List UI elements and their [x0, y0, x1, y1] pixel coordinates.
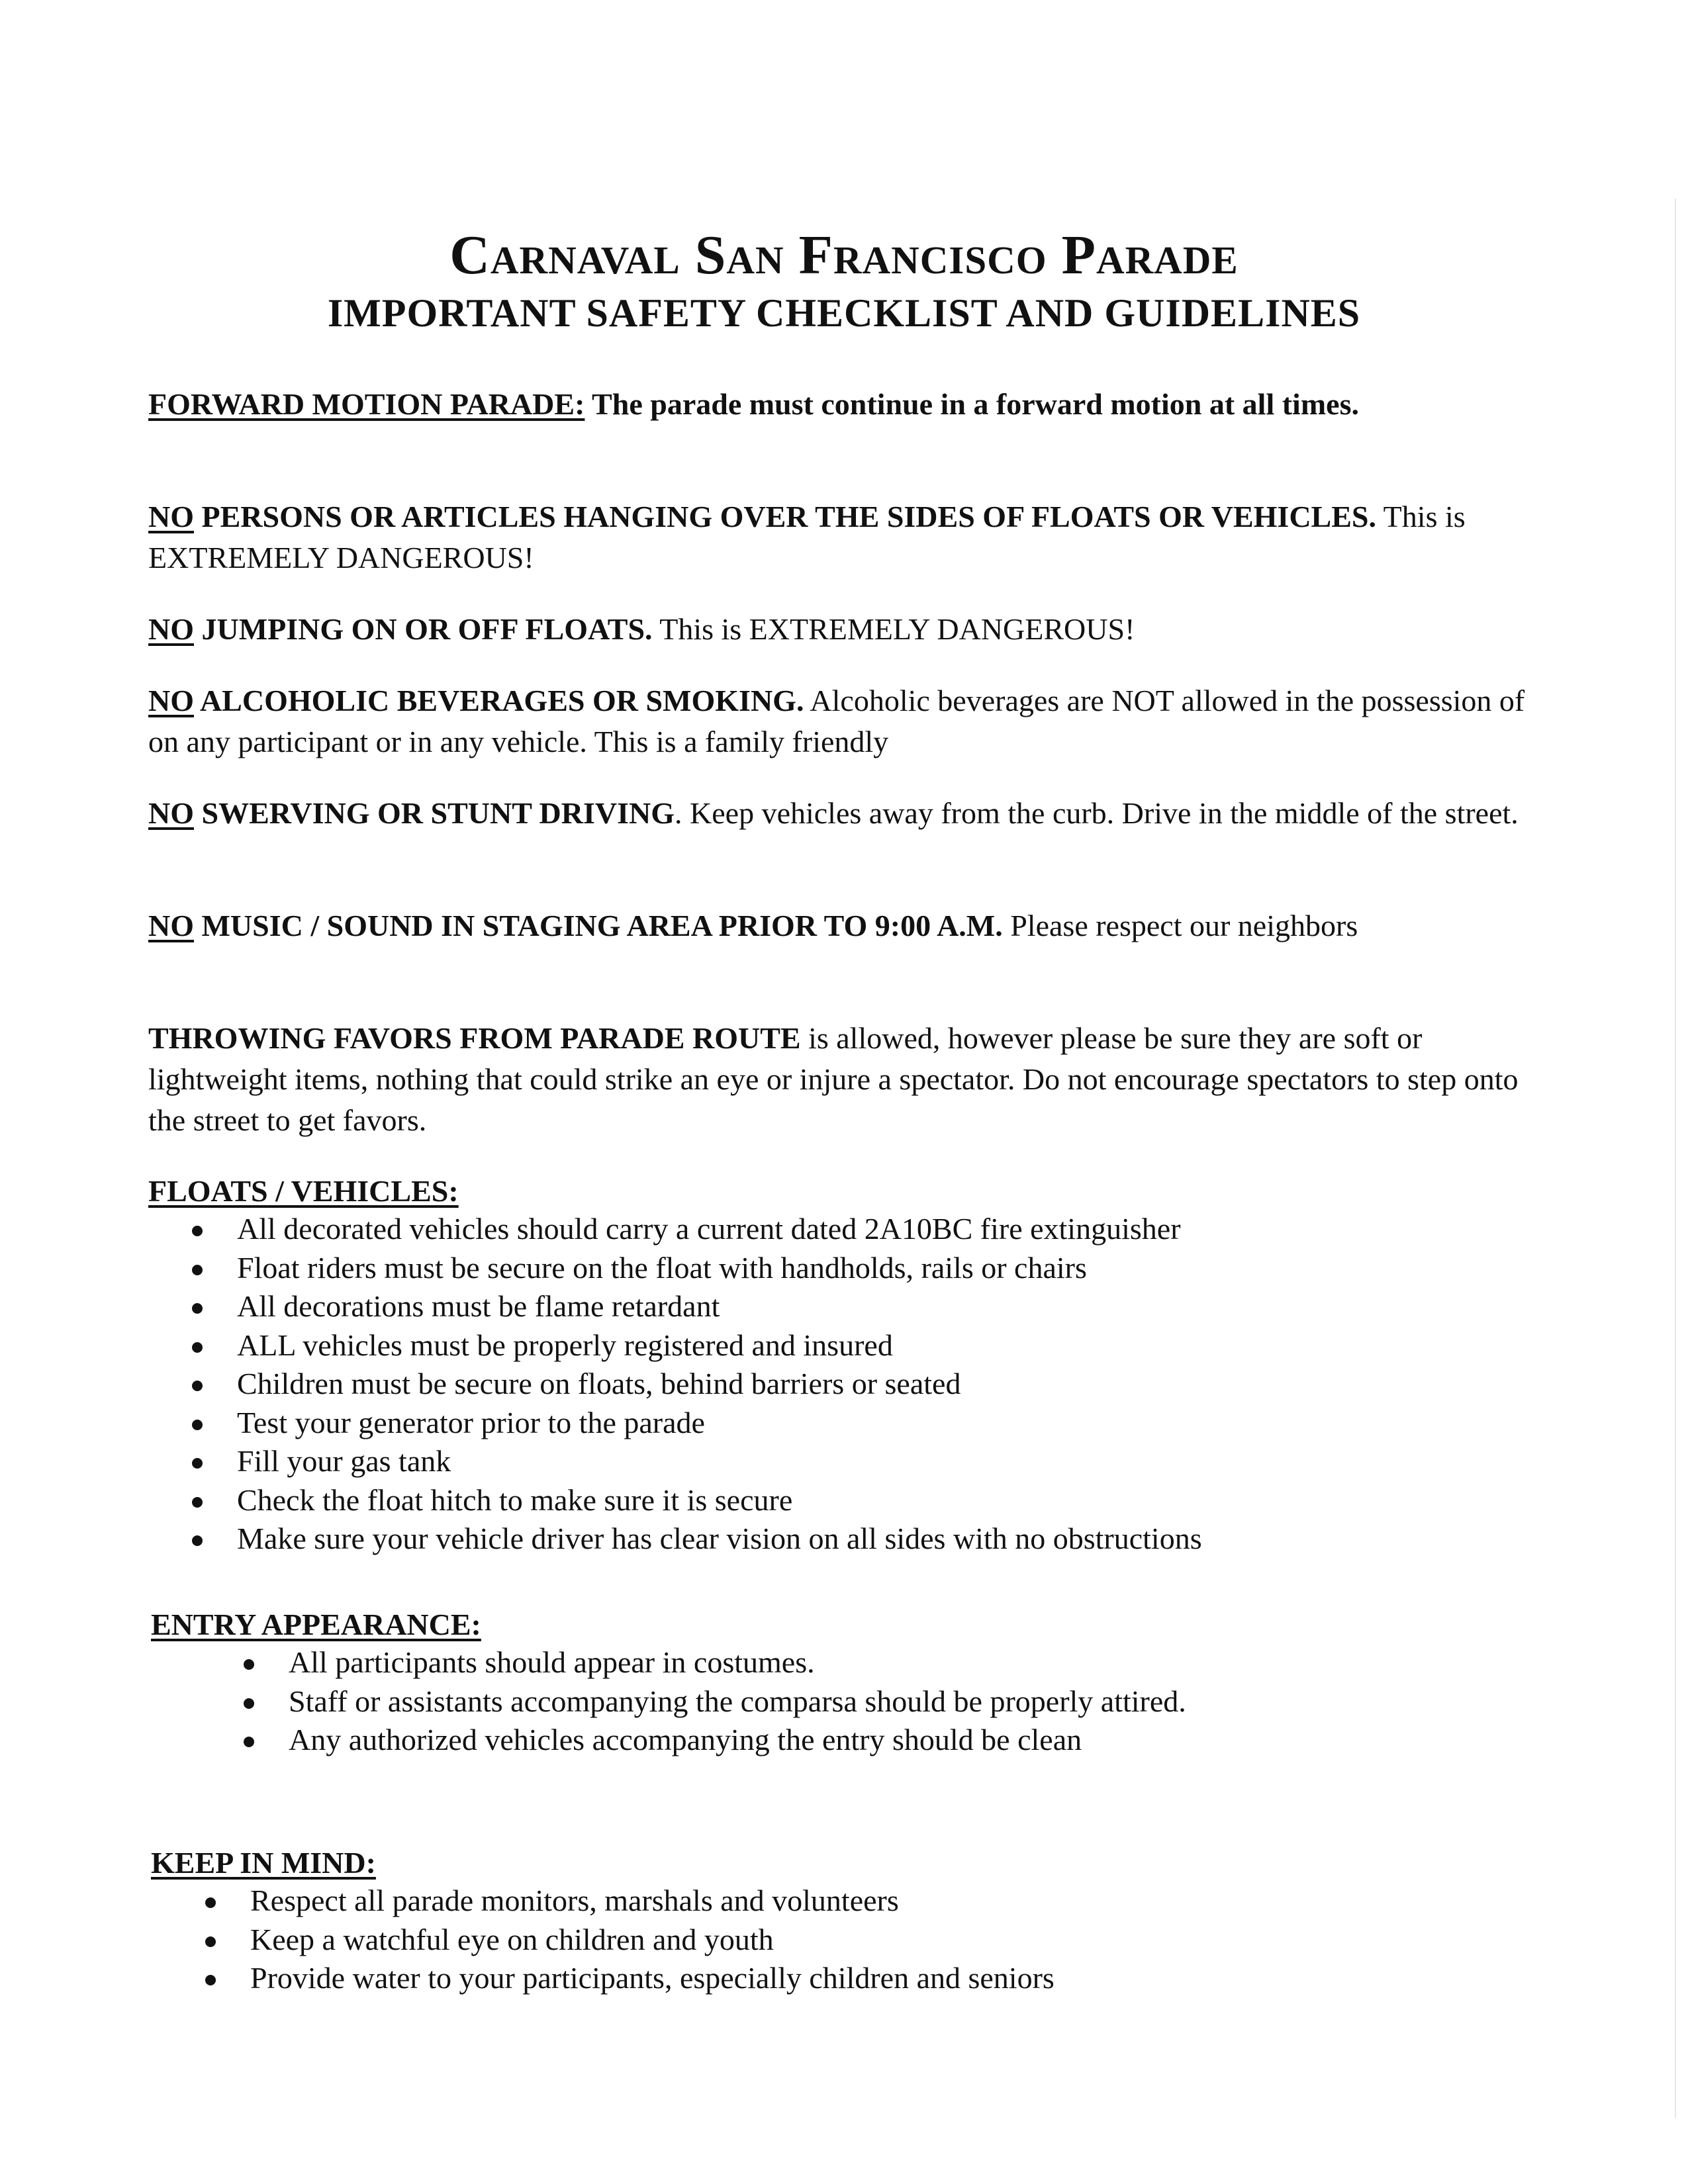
- rule-no-alcohol-bold: ALCOHOLIC BEVERAGES OR SMOKING.: [194, 684, 804, 717]
- bullet-icon: [205, 1975, 216, 1985]
- document-subtitle: IMPORTANT SAFETY CHECKLIST AND GUIDELINES: [327, 291, 1361, 335]
- list-item-text: Float riders must be secure on the float with handholds, rails or chairs: [237, 1250, 1087, 1285]
- bullet-icon: [192, 1265, 203, 1275]
- rule-throwing-favors-text: is allowed, however please be sure they are soft or lightweight items, nothing that could strike an eye or injure a spectator. Do not encourage spectators to step onto the street to get favors.: [148, 1021, 1519, 1137]
- list-item: [289, 1643, 1186, 1682]
- floats-list: [237, 1210, 1202, 1559]
- bullet-icon: [192, 1535, 203, 1546]
- rule-no-hanging: [148, 496, 1525, 578]
- entry-heading: ENTRY APPEARANCE:: [151, 1608, 481, 1641]
- list-item-text: All decorations must be flame retardant: [237, 1289, 720, 1323]
- bullet-icon: [192, 1226, 203, 1236]
- list-item: [289, 1682, 1186, 1721]
- rule-no-jumping-no: NO: [148, 612, 194, 646]
- bullet-icon: [192, 1303, 203, 1314]
- bullet-icon: [244, 1737, 254, 1747]
- bullet-icon: [244, 1698, 254, 1709]
- rule-no-alcohol-no: NO: [148, 684, 194, 717]
- list-item-text: Respect all parade monitors, marshals and volunteers: [250, 1884, 899, 1917]
- rule-no-swerving-no: NO: [148, 796, 194, 830]
- rule-no-swerving: [148, 793, 1525, 834]
- list-item: [237, 1365, 1202, 1404]
- list-item: [237, 1326, 1202, 1365]
- list-item-text: All decorated vehicles should carry a current dated 2A10BC fire extinguisher: [237, 1212, 1181, 1246]
- rule-throwing-favors-bold: THROWING FAVORS FROM PARADE ROUTE: [148, 1021, 801, 1055]
- rule-no-jumping-bold: JUMPING ON OR OFF FLOATS.: [194, 612, 653, 646]
- list-item-text: Test your generator prior to the parade: [237, 1405, 705, 1439]
- list-item: [237, 1249, 1202, 1288]
- list-item-text: Check the float hitch to make sure it is secure: [237, 1482, 793, 1517]
- list-item-text: Fill your gas tank: [237, 1444, 451, 1478]
- rule-throwing-favors: [148, 1018, 1525, 1141]
- list-item-text: Staff or assistants accompanying the comparsa should be properly attired.: [289, 1684, 1186, 1718]
- rule-no-swerving-text: . Keep vehicles away from the curb. Drive in the middle of the street.: [675, 796, 1519, 830]
- rule-forward-motion: [148, 384, 1525, 425]
- bullet-icon: [205, 1936, 216, 1947]
- bullet-icon: [205, 1897, 216, 1908]
- rule-no-music-no: NO: [148, 909, 194, 942]
- bullet-icon: [192, 1497, 203, 1508]
- list-item-text: Any authorized vehicles accompanying the entry should be clean: [289, 1723, 1082, 1756]
- bullet-icon: [192, 1420, 203, 1430]
- list-item: [250, 1882, 1055, 1921]
- list-item: [237, 1287, 1202, 1326]
- bullet-icon: [192, 1381, 203, 1391]
- list-item: [250, 1959, 1055, 1998]
- rule-no-jumping-text: This is EXTREMELY DANGEROUS!: [652, 612, 1135, 646]
- rule-no-hanging-text: This is EXTREMELY DANGEROUS!: [148, 500, 1466, 574]
- list-item-text: All participants should appear in costumes.: [289, 1645, 815, 1679]
- rule-no-hanging-bold: PERSONS OR ARTICLES HANGING OVER THE SIDES OF FLOATS OR VEHICLES.: [194, 500, 1377, 533]
- rule-no-alcohol-text: Alcoholic beverages are NOT allowed in the possession of on any participant or in any vehicle. This is a family friendly: [148, 684, 1525, 758]
- rule-no-hanging-no: NO: [148, 500, 194, 533]
- bullet-icon: [192, 1342, 203, 1353]
- rule-no-jumping: [148, 609, 1525, 650]
- list-item-text: Provide water to your participants, especially children and seniors: [250, 1961, 1055, 1995]
- rule-no-music: [148, 905, 1525, 946]
- list-item-text: ALL vehicles must be properly registered and insured: [237, 1328, 893, 1362]
- list-item: [237, 1481, 1202, 1520]
- list-item: [237, 1442, 1202, 1481]
- rule-no-swerving-bold: SWERVING OR STUNT DRIVING: [194, 796, 675, 830]
- rule-forward-motion-text: The parade must continue in a forward motion at all times.: [585, 387, 1359, 421]
- rule-no-music-text: Please respect our neighbors: [1002, 909, 1358, 942]
- keep-list: [250, 1882, 1055, 1998]
- list-item: [237, 1210, 1202, 1249]
- bullet-icon: [192, 1458, 203, 1469]
- list-item: [237, 1520, 1202, 1559]
- floats-heading: FLOATS / VEHICLES:: [148, 1174, 459, 1208]
- list-item: [250, 1921, 1055, 1960]
- entry-list: [289, 1643, 1186, 1760]
- rule-no-music-bold: MUSIC / SOUND IN STAGING AREA PRIOR TO 9:00 A.M.: [194, 909, 1003, 942]
- rule-forward-motion-lead: FORWARD MOTION PARADE:: [148, 387, 585, 421]
- list-item-text: Make sure your vehicle driver has clear vision on all sides with no obstructions: [237, 1522, 1202, 1555]
- scan-edge-line: [1675, 199, 1676, 2118]
- list-item-text: Children must be secure on floats, behind barriers or seated: [237, 1367, 961, 1400]
- keep-heading: KEEP IN MIND:: [151, 1846, 376, 1880]
- document-title: Carnaval San Francisco Parade: [449, 224, 1239, 286]
- bullet-icon: [244, 1659, 254, 1670]
- rule-no-alcohol: [148, 680, 1525, 762]
- list-item: [289, 1721, 1186, 1760]
- list-item: [237, 1404, 1202, 1443]
- list-item-text: Keep a watchful eye on children and youth: [250, 1922, 774, 1956]
